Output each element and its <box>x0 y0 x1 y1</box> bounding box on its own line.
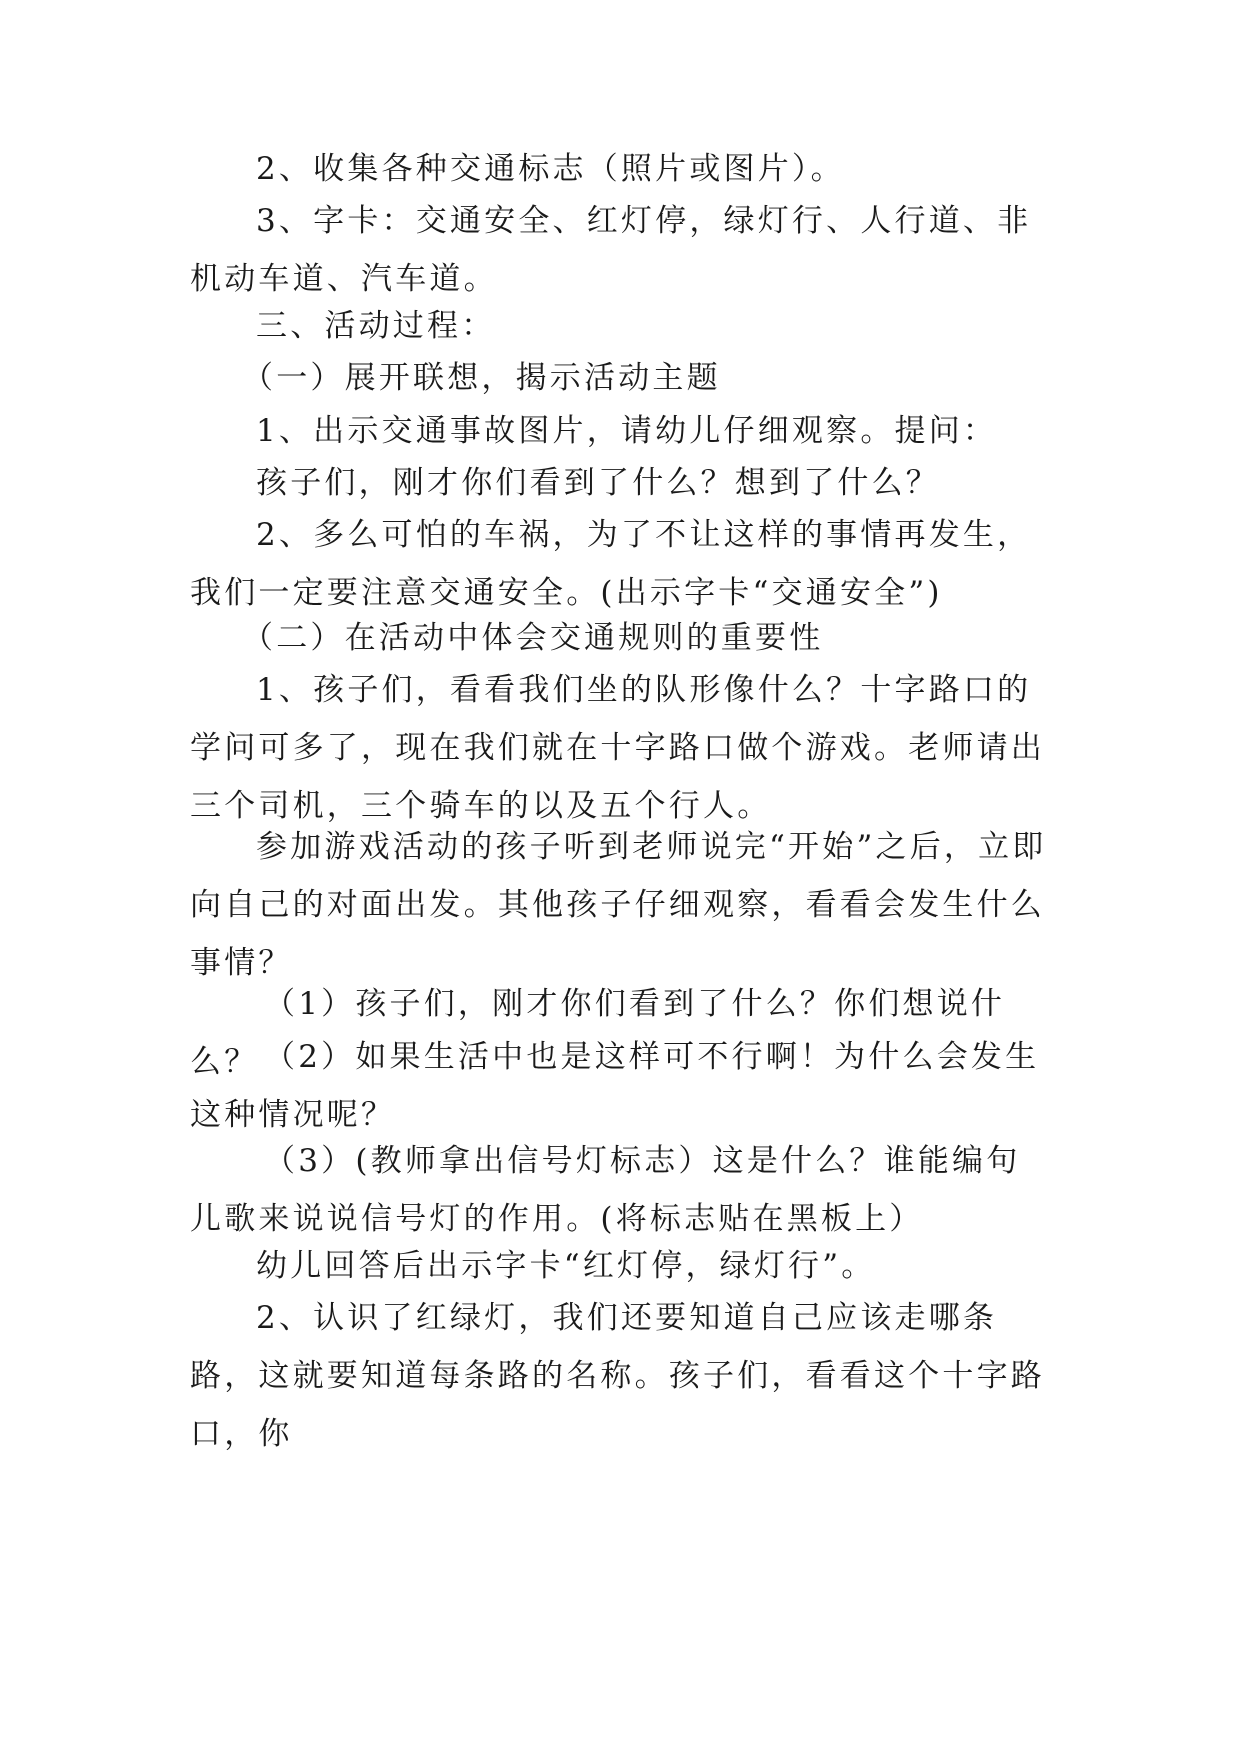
section-heading-activity-process: 三、活动过程： <box>256 308 496 344</box>
paragraph-step-1: 1、出示交通事故图片，请幼儿仔细观察。提问： <box>256 413 998 449</box>
paragraph-question: 孩子们，刚才你们看到了什么？想到了什么？ <box>256 465 940 501</box>
paragraph-materials-2: 2、收集各种交通标志（照片或图片）。 <box>256 151 845 187</box>
paragraph-step-2: 2、多么可怕的车祸，为了不让这样的事情再发生，我们一定要注意交通安全。(出示字卡“交通安全”) <box>190 517 1032 611</box>
paragraph-subquestion-3: （3）(教师拿出信号灯标志）这是什么？谁能编句儿歌来说说信号灯的作用。(将标志贴在黑板上） <box>190 1143 1021 1237</box>
paragraph-subquestion-2: （2）如果生活中也是这样可不行啊！为什么会发生这种情况呢？ <box>190 1039 1040 1133</box>
paragraph-game-rules: 参加游戏活动的孩子听到老师说完“开始”之后，立即向自己的对面出发。其他孩子仔细观察，看看会发生什么事情？ <box>190 829 1047 981</box>
paragraph-step-2-roads: 2、认识了红绿灯，我们还要知道自己应该走哪条路，这就要知道每条路的名称。孩子们，看看这个十字路口，你 <box>190 1300 1045 1452</box>
subsection-heading-2: （二）在活动中体会交通规则的重要性 <box>242 620 824 656</box>
paragraph-materials-3: 3、字卡：交通安全、红灯停，绿灯行、人行道、非机动车道、汽车道。 <box>190 203 1032 297</box>
paragraph-game-1: 1、孩子们，看看我们坐的队形像什么？十字路口的学问可多了，现在我们就在十字路口做个游戏。老师请出三个司机，三个骑车的以及五个行人。 <box>190 672 1045 824</box>
paragraph-subquestion-1: （1）孩子们，刚才你们看到了什么？你们想说什么？ <box>190 986 1006 1080</box>
paragraph-answer: 幼儿回答后出示字卡“红灯停，绿灯行”。 <box>256 1248 876 1284</box>
subsection-heading-1: （一）展开联想，揭示活动主题 <box>242 360 721 396</box>
